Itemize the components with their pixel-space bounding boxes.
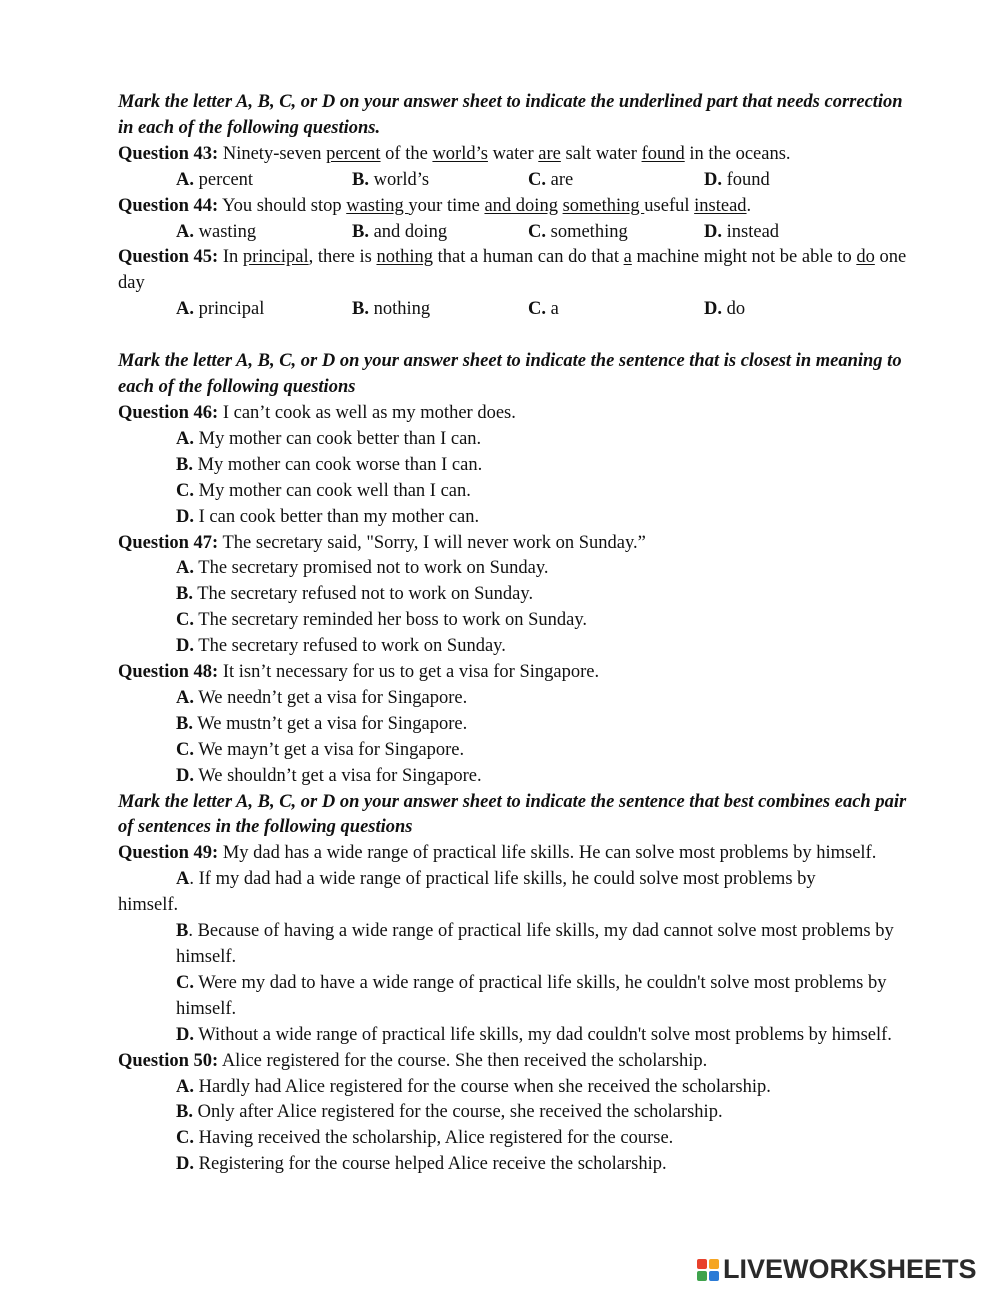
option-d[interactable]: D. Without a wide range of practical life skills, my dad couldn't solve most problems by himself. (176, 1024, 892, 1045)
option-d[interactable]: D. Registering for the course helped Alice receive the scholarship. (176, 1154, 667, 1175)
option-d[interactable]: D. do (704, 299, 746, 320)
liveworksheets-logo-icon (697, 1259, 719, 1281)
option-a[interactable]: A. We needn’t get a visa for Singapore. (176, 687, 468, 708)
option-b[interactable]: B. Only after Alice registered for the course, she received the scholarship. (176, 1102, 723, 1123)
underlined-part-c: a (623, 247, 632, 268)
option-b[interactable]: B. nothing (352, 299, 431, 320)
question-44: Question 44: You should stop wasting your time and doing something useful instead. (118, 195, 752, 216)
option-c[interactable]: C. a (528, 299, 559, 320)
option-a[interactable]: A. Hardly had Alice registered for the course when she received the scholarship. (176, 1076, 771, 1097)
question-label: Question 47: (118, 532, 219, 553)
question-43-options (118, 168, 918, 194)
liveworksheets-logo (697, 1255, 977, 1285)
question-label: Question 43: (118, 143, 219, 164)
section-2-instruction: Mark the letter A, B, C, or D on your answer sheet to indicate the sentence that is closest in meaning to each of the following questions (118, 351, 902, 398)
option-a[interactable]: A. wasting (176, 221, 257, 242)
option-c[interactable]: C. My mother can cook well than I can. (176, 480, 471, 501)
option-b[interactable]: B. We mustn’t get a visa for Singapore. (176, 713, 468, 734)
option-b[interactable]: B. world’s (352, 169, 430, 190)
question-45: Question 45: In principal, there is nothing that a human can do that a machine might not be able to do one day (118, 247, 907, 294)
question-49: Question 49: My dad has a wide range of practical life skills. He can solve most problems by himself. (118, 843, 877, 864)
option-c[interactable]: C. We mayn’t get a visa for Singapore. (176, 739, 465, 760)
question-44-options (118, 220, 918, 246)
option-b[interactable]: B. Because of having a wide range of practical life skills, my dad cannot solve most problems by himself. (176, 921, 894, 967)
underlined-part-c: are (538, 143, 561, 164)
underlined-part-c: something (562, 195, 645, 216)
option-c[interactable]: C. something (528, 221, 628, 242)
option-c[interactable]: C. Having received the scholarship, Alice registered for the course. (176, 1128, 674, 1149)
underlined-part-d: instead (694, 195, 747, 216)
section-1-instruction: Mark the letter A, B, C, or D on your answer sheet to indicate the underlined part that needs correction in each of the following questions. (118, 92, 903, 138)
underlined-part-a: wasting (346, 195, 409, 216)
question-48: Question 48: It isn’t necessary for us to get a visa for Singapore. (118, 662, 600, 683)
section-3-instruction: Mark the letter A, B, C, or D on your answer sheet to indicate the sentence that best combines each pair of sentences in the following questions (118, 791, 907, 838)
question-46: Question 46: I can’t cook as well as my mother does. (118, 402, 516, 423)
option-c[interactable]: C. are (528, 169, 574, 190)
option-d[interactable]: D. The secretary refused to work on Sunday. (176, 636, 506, 657)
question-label: Question 48: (118, 662, 219, 683)
underlined-part-a: percent (326, 143, 381, 164)
option-a[interactable]: A. principal (176, 299, 265, 320)
underlined-part-b: world’s (432, 143, 488, 164)
option-d[interactable]: D. found (704, 169, 770, 190)
option-d[interactable]: D. We shouldn’t get a visa for Singapore. (176, 765, 482, 786)
worksheet (118, 90, 918, 1178)
option-a[interactable]: A. If my dad had a wide range of practical life skills, he could solve most problems by himself. (118, 869, 816, 916)
question-label: Question 49: (118, 843, 219, 864)
underlined-part-d: found (641, 143, 685, 164)
question-label: Question 45: (118, 247, 219, 268)
option-a[interactable]: A. percent (176, 169, 254, 190)
underlined-part-b: nothing (376, 247, 433, 268)
option-a[interactable]: A. The secretary promised not to work on Sunday. (176, 558, 549, 579)
underlined-part-b: and doing (484, 195, 558, 216)
underlined-part-a: principal (242, 247, 309, 268)
question-50: Question 50: Alice registered for the course. She then received the scholarship. (118, 1050, 708, 1071)
option-b[interactable]: B. My mother can cook worse than I can. (176, 454, 483, 475)
option-b[interactable]: B. The secretary refused not to work on Sunday. (176, 584, 534, 605)
option-c[interactable]: C. Were my dad to have a wide range of practical life skills, he couldn't solve most problems by himself. (176, 972, 887, 1019)
question-43: Question 43: Ninety-seven percent of the world’s water are salt water found in the oceans. (118, 143, 791, 164)
underlined-part-d: do (856, 247, 875, 268)
question-45-options (118, 297, 918, 323)
option-d[interactable]: D. instead (704, 221, 780, 242)
option-d[interactable]: D. I can cook better than my mother can. (176, 506, 480, 527)
option-a[interactable]: A. My mother can cook better than I can. (176, 428, 482, 449)
question-47: Question 47: The secretary said, "Sorry, I will never work on Sunday.” (118, 532, 646, 553)
option-c[interactable]: C. The secretary reminded her boss to work on Sunday. (176, 610, 588, 631)
logo-text: LIVEWORKSHEETS (723, 1254, 977, 1285)
option-b[interactable]: B. and doing (352, 221, 448, 242)
question-label: Question 50: (118, 1050, 219, 1071)
question-label: Question 44: (118, 195, 219, 216)
question-label: Question 46: (118, 402, 219, 423)
